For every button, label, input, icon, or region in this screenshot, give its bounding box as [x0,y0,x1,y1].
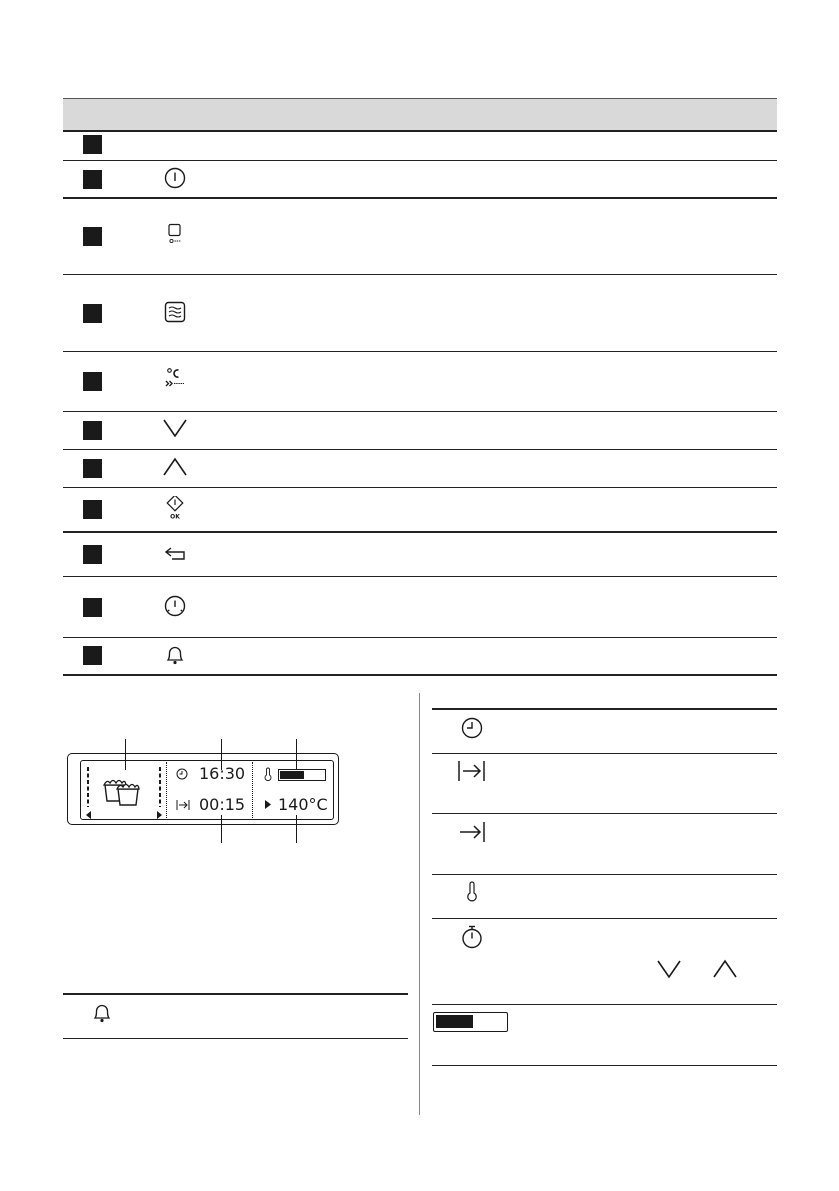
heat-bar [278,769,326,781]
row-marker [83,646,102,665]
oven-function-icon [166,223,186,245]
row-divider [63,637,777,638]
row-marker [83,372,102,391]
thermometer-icon [465,880,479,902]
minute-minder-bell-icon [165,644,185,666]
power-icon [164,167,186,189]
ok-start-icon [165,496,185,520]
set-temperature-arrow-icon [265,800,271,809]
clock-icon [461,717,483,739]
display-time: 16:30 [199,764,246,783]
end-icon [457,821,487,843]
display-duration: 00:15 [199,795,246,814]
svg-text:OK: OK [170,513,180,520]
row-divider [432,1004,777,1005]
row-divider [63,197,777,199]
chevron-up-icon [712,959,738,979]
row-divider [432,753,777,754]
thermometer-icon [263,767,273,781]
heat-bar-fill [280,771,304,779]
row-divider [63,449,777,450]
row-marker [83,598,102,617]
chevron-down-icon [162,418,188,438]
stopwatch-icon [461,925,483,949]
row-marker [83,135,102,154]
row-divider [63,576,777,577]
row-marker [83,227,102,246]
top-table-header [63,98,777,132]
row-divider [63,993,408,995]
heat-up-indicator-fill [436,1015,473,1028]
chevron-up-icon [162,457,188,477]
timer-options-icon [164,595,186,617]
row-marker [83,170,102,189]
row-divider [63,160,777,161]
duration-icon [457,760,487,782]
row-divider [63,1038,408,1039]
row-divider [63,674,777,676]
row-divider [432,918,777,919]
row-marker [83,545,102,564]
row-divider [432,874,777,875]
oven-cavity-icon [84,763,164,819]
row-marker [83,500,102,519]
row-marker [83,421,102,440]
row-divider [432,1065,777,1066]
display-divider [166,762,167,818]
fast-heat-up-icon [164,367,188,389]
row-divider [63,487,777,488]
duration-icon [176,799,190,811]
chevron-down-icon [656,959,682,979]
row-divider [432,708,777,710]
row-divider [432,813,777,814]
back-arrow-icon [164,545,188,563]
row-marker [83,304,102,323]
display-divider [252,762,253,818]
row-divider [63,411,777,412]
row-divider [63,531,777,533]
heat-up-indicator-icon [433,1012,508,1032]
menu-icon [164,301,186,323]
display-temperature: 140°C [278,795,328,814]
clock-icon [176,768,188,780]
row-divider [63,351,777,352]
row-marker [83,459,102,478]
column-divider [419,693,420,1115]
bell-icon [92,1002,112,1024]
row-divider [63,274,777,275]
